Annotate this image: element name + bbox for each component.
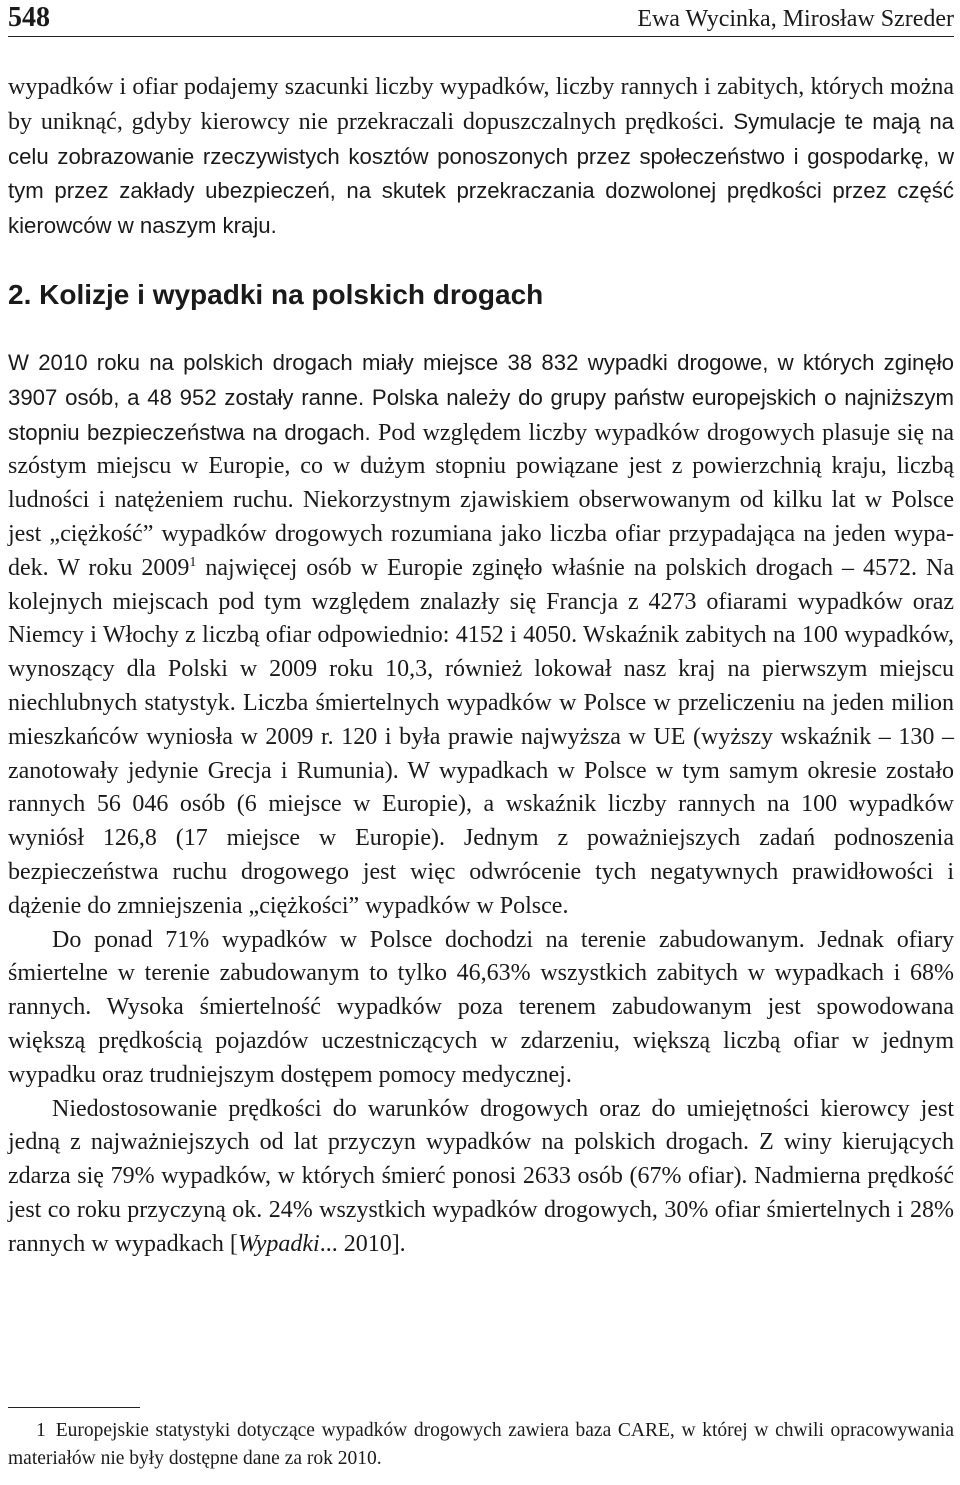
footnote-reference: 1: [189, 554, 197, 570]
section-paragraph-3: [8, 1093, 954, 1262]
running-header: [8, 2, 954, 37]
footnote-separator: [8, 1407, 140, 1408]
intro-text-sans: Symulacje te mają na celu zobrazowanie rzeczywistych kosztów ponoszonych przez społeczeństwo i gospodarkę, w tym przez zakłady ubezpieczeń, na skutek przekraczania dozwolonej prędkości przez część kierowców w naszym kraju.: [8, 108, 954, 239]
paragraph-1-body: Pod względem liczby wypadków drogowych plasuje się na szóstym miejscu w Europie, co w dużym stopniu powiązane jest z powierzchnią kraju, liczbą ludności i natężeniem ruchu. Niekorzystnym zjawiskiem obserwowanym od kilku lat w Polsce jest „ciężkość” wypadków drogowych rozumiana jako liczba ofiar przypadająca na jeden wypadek. W roku 2009: [8, 419, 954, 581]
paragraph-3-body: Niedostosowanie prędkości do warunków drogowych oraz do umiejętności kierowcy jest jedną z najważniejszych od lat przyczyn wypadków na polskich drogach. Z winy kierujących zdarza się 79% wypadków, w których śmierć ponosi 2633 osób (67% ofiar). Nadmierna prędkość jest co roku przyczyną ok. 24% wszystkich wypadków drogowych, 30% ofiar śmiertelnych i 28% rannych w wypadkach [: [8, 1095, 954, 1257]
page-number: 548: [8, 2, 50, 33]
footnote-text: Europejskie statystyki dotyczące wypadków drogowych zawiera baza CARE, w której w chwili opracowywania materiałów nie były dostępne dane za rok 2010.: [8, 1420, 954, 1469]
intro-text: wypadków i ofiar podajemy szacunki liczby wypadków, liczby rannych i zabitych, których można by uniknąć, gdyby kierowcy nie przekraczali dopuszczalnych prędkości.: [8, 74, 954, 135]
footnote-mark: 1: [36, 1420, 46, 1441]
section-paragraph-2: Do ponad 71% wypadków w Polsce dochodzi na terenie zabudowanym. Jednak ofiary śmiertelne w terenie zabudowanym to tylko 46,63% wszystkich zabitych w wypadkach i 68% rannych. Wysoka śmiertelność wypadków poza terenem zabudowanym jest spowodowana większą prędkością pojazdów uczestniczących w zdarzeniu, większą liczbą ofiar w jednym wypadku oraz trudniejszym dostępem pomocy medycznej.: [8, 926, 954, 1088]
citation-italic: Wypadki: [237, 1230, 320, 1257]
footnote: [8, 1417, 954, 1473]
body-text: [8, 71, 954, 1262]
running-head-authors: Ewa Wycinka, Mirosław Szreder: [637, 6, 954, 32]
paragraph-1-continuation: najwięcej osób w Europie zginęło właśnie na polskich drogach – 4572. Na kolejnych miejscach pod tym względem znalazły się Francja z 4273 ofiarami wypadków oraz Niemcy i Włochy z liczbą ofiar odpowiednio: 4152 i 4050. Wskaźnik zabitych na 100 wypadków, wynoszący dla Polski w 2009 roku 10,3, również lokował nasz kraj na pierwszym miejscu niechlubnych statystyk. Liczba śmiertelnych wypadków w Polsce w przeliczeniu na jeden milion mieszkańców wyniosła w 2009 r. 120 i była prawie najwyższa w UE (wyższy wskaźnik – 130 – zanotowały jedynie Grecja i Rumunia). W wypadkach w Polsce w tym samym okresie zostało rannych 56 046 osób (6 miejsce w Europie), a wskaźnik liczby rannych na 100 wypadków wyniósł 126,8 (17 miejsce w Europie). Jednym z poważniejszych zadań podnoszenia bezpieczeństwa ruchu drogowego jest więc odwrócenie tych negatywnych prawidłowości i dążenie do zmniejszenia „ciężkości” wypadków w Polsce.: [8, 554, 954, 919]
paragraph-3-end: ... 2010].: [319, 1230, 406, 1257]
section-heading: 2. Kolizje i wypadki na polskich drogach: [8, 278, 544, 310]
section-paragraph-1: [8, 346, 954, 924]
intro-paragraph: [8, 71, 954, 244]
document-page: [8, 0, 954, 1485]
paragraph-1-lead-sans: W 2010 roku na polskich drogach miały miejsce 38 832 wypadki drogowe, w których zginęło 3907 osób, a 48 952 zostały ranne. Polska należy do grupy państw europejskich o najniższym stopniu bezpieczeństwa na drogach.: [8, 349, 954, 445]
